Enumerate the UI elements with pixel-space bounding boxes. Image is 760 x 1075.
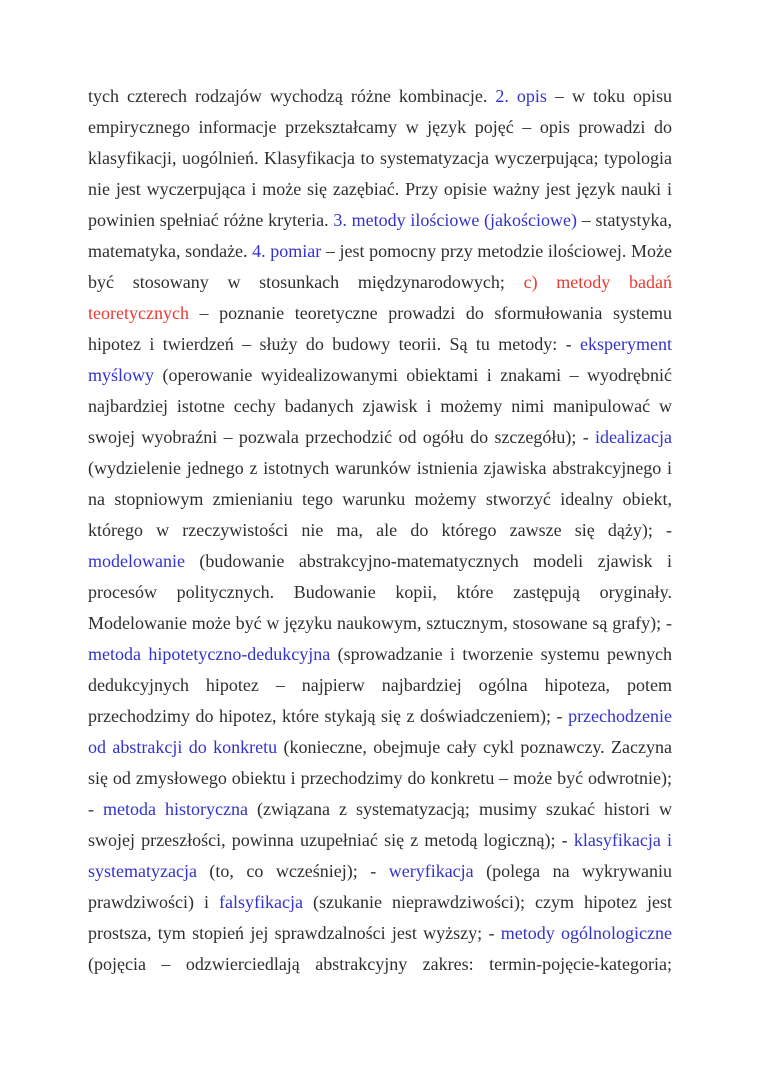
text-line <box>88 81 672 112</box>
text-line <box>88 732 672 763</box>
text-line <box>88 949 672 980</box>
text-segment: (związana z systematyzacją; musimy szukać histori w <box>247 799 672 819</box>
text-line <box>88 143 672 174</box>
text-segment: najbardziej istotne cechy badanych zjawisk i możemy nimi manipulować w <box>88 396 672 416</box>
text-line <box>88 546 672 577</box>
text-line <box>88 763 672 794</box>
highlighted-phrase-blue: eksperyment <box>580 334 672 354</box>
text-segment: hipotez i twierdzeń – służy do budowy teorii. Są tu metody: - <box>88 334 581 354</box>
text-line <box>88 329 672 360</box>
text-segment: przechodzimy do hipotez, które stykają się z doświadczeniem); - <box>88 706 569 726</box>
text-segment: matematyka, sondaże. <box>88 241 253 261</box>
text-segment: – statystyka, <box>577 210 672 230</box>
text-line <box>88 236 672 267</box>
highlighted-phrase-blue: 2. opis <box>495 86 547 106</box>
highlighted-phrase-blue: 3. metody ilościowe (jakościowe) <box>333 210 578 230</box>
text-segment: empirycznego informacje przekształcamy w język pojęć – opis prowadzi do <box>88 117 672 137</box>
highlighted-phrase-blue: modelowanie <box>88 551 185 571</box>
text-segment: – jest pomocny przy metodzie ilościowej. Może <box>321 241 672 261</box>
text-line <box>88 856 672 887</box>
text-segment: (wydzielenie jednego z istotnych warunków istnienia zjawiska abstrakcyjnego i <box>88 458 672 478</box>
text-line <box>88 298 672 329</box>
text-segment: – poznanie teoretyczne prowadzi do sformułowania systemu <box>188 303 672 323</box>
text-line <box>88 918 672 949</box>
text-segment: - <box>88 799 104 819</box>
text-segment: (konieczne, obejmuje cały cykl poznawczy. Zaczyna <box>277 737 672 757</box>
highlighted-phrase-blue: przechodzenie <box>568 706 672 726</box>
text-line <box>88 484 672 515</box>
text-segment: być stosowany w stosunkach międzynarodowych; <box>88 272 524 292</box>
highlighted-phrase-red: c) metody badań <box>523 272 672 292</box>
highlighted-phrase-blue: weryfikacja <box>388 861 474 881</box>
highlighted-phrase-red: teoretycznych <box>88 303 189 323</box>
text-segment: (to, co wcześniej); - <box>196 861 389 881</box>
highlighted-phrase-blue: od abstrakcji do konkretu <box>88 737 278 757</box>
text-line <box>88 577 672 608</box>
highlighted-phrase-blue: myślowy <box>88 365 155 385</box>
highlighted-phrase-blue: 4. pomiar <box>252 241 322 261</box>
text-line <box>88 515 672 546</box>
document-text <box>88 81 672 980</box>
text-line <box>88 205 672 236</box>
text-segment: prostsza, tym stopień jej sprawdzalności jest wyższy; - <box>88 923 501 943</box>
text-segment: (pojęcia – odzwierciedlają abstrakcyjny zakres: termin-pojęcie-kategoria; <box>88 954 672 974</box>
text-segment: się od zmysłowego obiektu i przechodzimy do konkretu – może być odwrotnie); <box>88 768 672 788</box>
text-segment: (operowanie wyidealizowanymi obiektami i znakami – wyodrębnić <box>154 365 672 385</box>
text-line <box>88 701 672 732</box>
text-line <box>88 267 672 298</box>
text-segment: którego w rzeczywistości nie ma, ale do którego zawsze się dąży); - <box>88 520 672 540</box>
highlighted-phrase-blue: metoda hipotetyczno-dedukcyjna <box>88 644 331 664</box>
text-line <box>88 174 672 205</box>
text-line <box>88 608 672 639</box>
text-segment: klasyfikacji, uogólnień. Klasyfikacja to systematyzacja wyczerpująca; typologia <box>88 148 672 168</box>
text-line <box>88 670 672 701</box>
text-segment: procesów politycznych. Budowanie kopii, które zastępują oryginały. <box>88 582 672 602</box>
text-line <box>88 453 672 484</box>
text-segment: tych czterech rodzajów wychodzą różne kombinacje. <box>88 86 496 106</box>
text-segment: swojej wyobraźni – pozwala przechodzić od ogółu do szczegółu); - <box>88 427 596 447</box>
text-line <box>88 422 672 453</box>
text-line <box>88 360 672 391</box>
text-segment: (sprowadzanie i tworzenie systemu pewnych <box>330 644 672 664</box>
text-segment: Modelowanie może być w języku naukowym, sztucznym, stosowane są grafy); - <box>88 613 672 633</box>
highlighted-phrase-blue: metoda historyczna <box>103 799 248 819</box>
text-line <box>88 825 672 856</box>
text-segment: – w toku opisu <box>546 86 672 106</box>
text-line <box>88 112 672 143</box>
highlighted-phrase-blue: metody ogólnologiczne <box>500 923 672 943</box>
text-segment: (polega na wykrywaniu <box>473 861 672 881</box>
highlighted-phrase-blue: falsyfikacja <box>219 892 303 912</box>
text-line <box>88 391 672 422</box>
text-segment: nie jest wyczerpująca i może się zazębiać. Przy opisie ważny jest język nauki i <box>88 179 672 199</box>
text-line <box>88 887 672 918</box>
text-line <box>88 639 672 670</box>
text-segment: powinien spełniać różne kryteria. <box>88 210 334 230</box>
highlighted-phrase-blue: idealizacja <box>595 427 672 447</box>
highlighted-phrase-blue: klasyfikacja i <box>573 830 672 850</box>
highlighted-phrase-blue: systematyzacja <box>88 861 197 881</box>
text-line <box>88 794 672 825</box>
text-segment: swojej przeszłości, powinna uzupełniać się z metodą logiczną); - <box>88 830 574 850</box>
text-segment: dedukcyjnych hipotez – najpierw najbardziej ogólna hipoteza, potem <box>88 675 672 695</box>
text-segment: (budowanie abstrakcyjno-matematycznych modeli zjawisk i <box>184 551 672 571</box>
text-segment: na stopniowym zmienianiu tego warunku możemy stworzyć idealny obiekt, <box>88 489 672 509</box>
text-segment: (szukanie nieprawdziwości); czym hipotez jest <box>302 892 672 912</box>
text-segment: prawdziwości) i <box>88 892 220 912</box>
